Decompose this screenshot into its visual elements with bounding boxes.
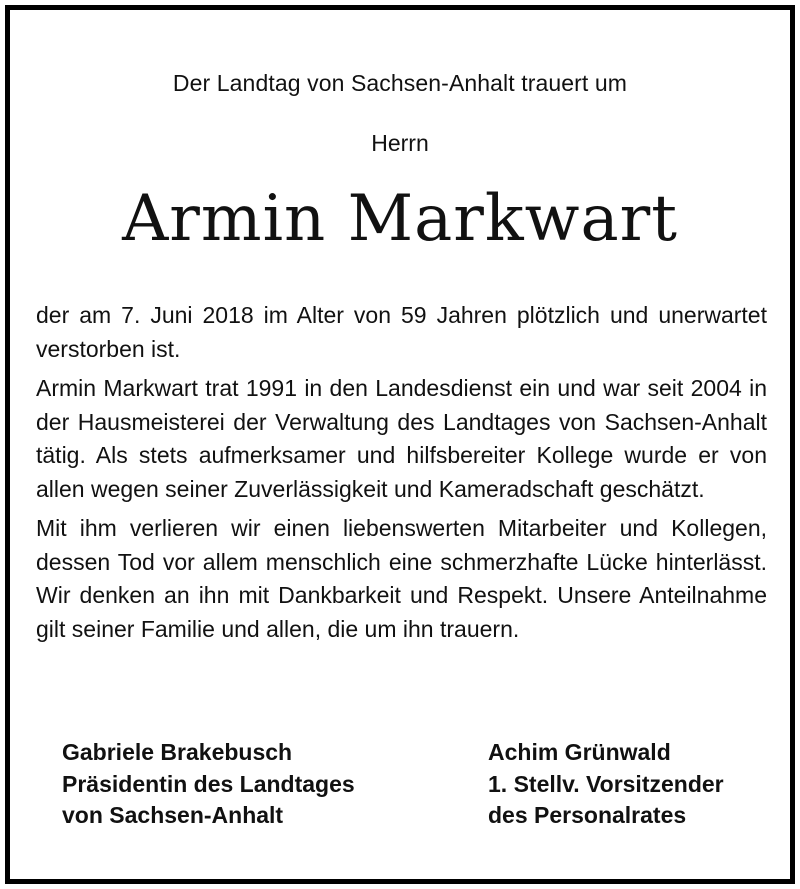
signatory-title: 1. Stellv. Vorsitzender <box>488 770 724 797</box>
signatory-title: des Personalrates <box>488 802 687 828</box>
signature-left <box>62 737 355 832</box>
paragraph-career: Armin Markwart trat 1991 in den Landesdienst ein und war seit 2004 in der Hausmeisterei der Verwaltung des Landtages von Sachsen-Anhalt tätig. Als stets aufmerksamer und hilfsbereiter Kollege wurde er von allen wegen seiner Zuverlässigkeit und Kameradschaft geschätzt. <box>36 375 767 502</box>
signatory-name: Gabriele Brakebusch <box>62 739 293 765</box>
signature-right <box>488 737 724 832</box>
salutation: Herrn <box>371 130 429 156</box>
paragraph-condolence: Mit ihm verlieren wir einen liebenswerten Mitarbeiter und Kollegen, dessen Tod vor allem menschlich eine schmerzhafte Lücke hinterlässt. Wir denken an ihn mit Dankbarkeit und Respekt. Unsere Anteilnahme gilt seiner Familie und allen, die um ihn trauern. <box>36 515 767 642</box>
intro-text: Der Landtag von Sachsen-Anhalt trauert um <box>172 70 628 96</box>
paragraph-death-notice: der am 7. Juni 2018 im Alter von 59 Jahren plötzlich und unerwartet verstorben ist. <box>36 302 767 362</box>
signatory-name: Achim Grünwald <box>488 739 671 765</box>
notice-body <box>36 299 767 652</box>
signatory-title: Präsidentin des Landtages <box>62 770 355 797</box>
deceased-name: Armin Markwart <box>122 182 678 256</box>
signatory-title: von Sachsen-Anhalt <box>62 802 284 828</box>
